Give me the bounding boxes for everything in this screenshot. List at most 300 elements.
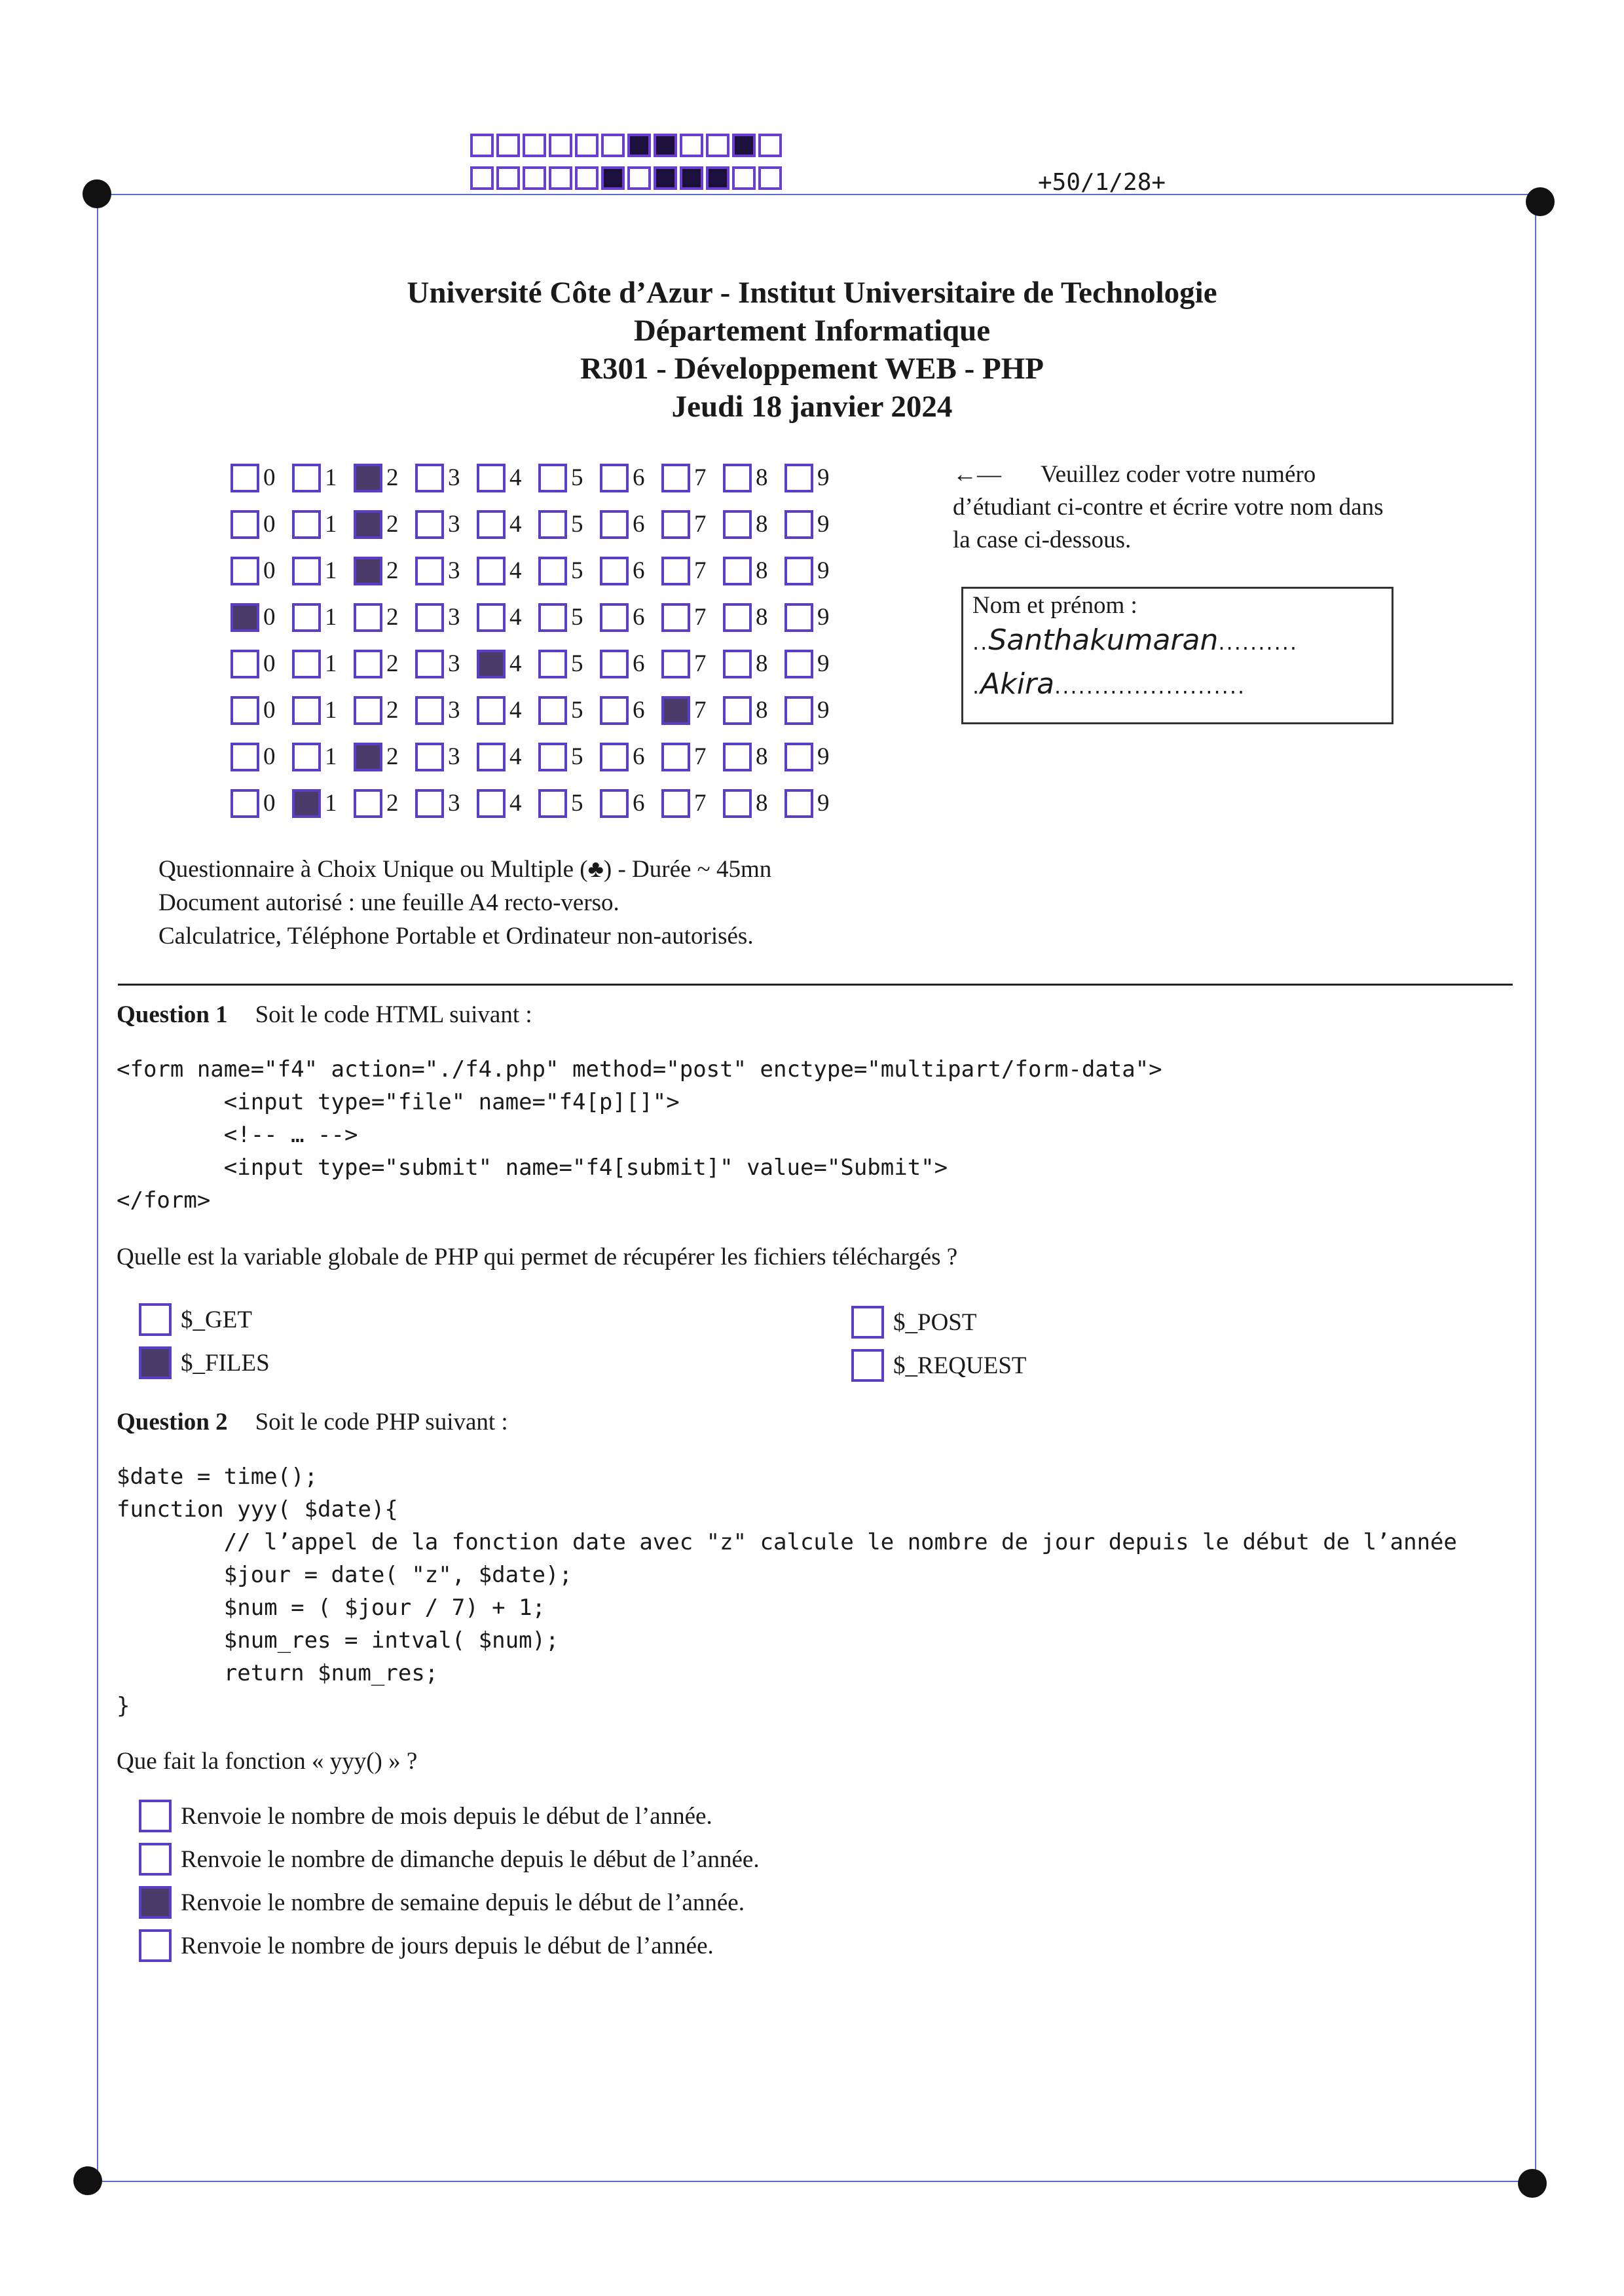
digit-label: 2 — [386, 604, 399, 631]
checkbox[interactable] — [723, 650, 752, 678]
q1-answer-request[interactable] — [851, 1349, 1027, 1382]
checkbox[interactable] — [784, 603, 813, 632]
checkbox[interactable] — [415, 464, 444, 492]
checkbox[interactable] — [723, 464, 752, 492]
student-id-row — [231, 501, 846, 547]
condition-devices: Calculatrice, Téléphone Portable et Ordinateur non-autorisés. — [158, 923, 754, 950]
student-id-option[interactable] — [292, 789, 354, 818]
student-id-option[interactable] — [723, 510, 784, 539]
question-1-label: Question 1 — [117, 1001, 228, 1028]
question-1-text: Quelle est la variable globale de PHP qui permet de récupérer les fichiers téléchargés ? — [117, 1244, 958, 1270]
answer-label: $_FILES — [181, 1349, 270, 1377]
frame-top-line — [97, 194, 1538, 195]
student-id-option[interactable] — [477, 510, 538, 539]
digit-label: 7 — [694, 464, 707, 491]
q2-answer-jours[interactable] — [139, 1929, 714, 1962]
digit-label: 9 — [817, 790, 830, 817]
student-id-row — [231, 547, 846, 594]
student-id-option[interactable] — [354, 464, 415, 492]
checkbox[interactable] — [139, 1886, 172, 1919]
question-1-title — [117, 1001, 532, 1029]
student-id-option[interactable] — [661, 789, 723, 818]
checkbox[interactable] — [784, 696, 813, 725]
frame-right-line — [1535, 194, 1536, 2181]
student-id-option[interactable] — [723, 743, 784, 771]
checkbox[interactable] — [538, 789, 567, 818]
corner-mark-top-left — [83, 179, 111, 208]
student-id-option[interactable] — [354, 510, 415, 539]
student-id-option[interactable] — [538, 743, 600, 771]
condition-duration: Questionnaire à Choix Unique ou Multiple (♣) - Durée ~ 45mn — [158, 856, 772, 883]
digit-label: 0 — [263, 511, 276, 538]
digit-label: 9 — [817, 557, 830, 584]
instructions-text: Veuillez coder votre numéro d’étudiant ci-contre et écrire votre nom dans la case ci-dessous. — [953, 461, 1384, 553]
digit-label: 0 — [263, 604, 276, 631]
digit-label: 3 — [448, 557, 460, 584]
answer-label: $_GET — [181, 1306, 252, 1333]
q2-answer-dimanche[interactable] — [139, 1843, 760, 1876]
checkbox[interactable] — [477, 603, 506, 632]
digit-label: 8 — [756, 697, 768, 724]
digit-label: 1 — [325, 557, 337, 584]
student-id-option[interactable] — [292, 603, 354, 632]
checkbox[interactable] — [231, 650, 259, 678]
binary-code-strip-top — [470, 134, 784, 157]
checkbox[interactable] — [661, 789, 690, 818]
digit-label: 7 — [694, 697, 707, 724]
checkbox[interactable] — [723, 603, 752, 632]
student-id-option[interactable] — [292, 696, 354, 725]
checkbox[interactable] — [851, 1306, 884, 1339]
student-id-option[interactable] — [538, 557, 600, 585]
checkbox[interactable] — [661, 510, 690, 539]
checkbox[interactable] — [231, 464, 259, 492]
checkbox[interactable] — [415, 650, 444, 678]
digit-label: 3 — [448, 464, 460, 491]
checkbox[interactable] — [292, 464, 321, 492]
checkbox[interactable] — [477, 650, 506, 678]
digit-label: 4 — [509, 464, 522, 491]
question-2-text: Que fait la fonction « yyy() » ? — [117, 1748, 418, 1775]
checkbox[interactable] — [354, 603, 382, 632]
page-identifier: +50/1/28+ — [1038, 169, 1166, 196]
digit-label: 5 — [571, 790, 583, 817]
answer-label: Renvoie le nombre de mois depuis le début de l’année. — [181, 1802, 712, 1830]
name-box[interactable] — [961, 587, 1393, 724]
digit-label: 3 — [448, 743, 460, 770]
digit-label: 9 — [817, 464, 830, 491]
student-id-option[interactable] — [538, 510, 600, 539]
checkbox[interactable] — [538, 510, 567, 539]
student-id-option[interactable] — [661, 510, 723, 539]
student-id-option[interactable] — [723, 650, 784, 678]
instructions-arrow: ←— — [953, 461, 1001, 488]
checkbox[interactable] — [784, 743, 813, 771]
code-strip-cell — [706, 166, 729, 190]
checkbox[interactable] — [477, 743, 506, 771]
question-1-code: <form name="f4" action="./f4.php" method="post" enctype="multipart/form-data"> <input type="file" name="f4[p][]"> <!-- … --> <input type="submit" name="f4[submit]" value="Submit"> </form> — [117, 1056, 1162, 1213]
student-id-option[interactable] — [723, 789, 784, 818]
student-id-option[interactable] — [538, 789, 600, 818]
checkbox[interactable] — [538, 743, 567, 771]
checkbox[interactable] — [600, 650, 629, 678]
digit-label: 2 — [386, 790, 399, 817]
checkbox[interactable] — [477, 464, 506, 492]
checkbox[interactable] — [851, 1349, 884, 1382]
code-strip-cell — [654, 166, 677, 190]
checkbox[interactable] — [661, 696, 690, 725]
student-id-option[interactable] — [723, 464, 784, 492]
checkbox[interactable] — [784, 464, 813, 492]
student-id-option[interactable] — [477, 789, 538, 818]
student-id-option[interactable] — [354, 696, 415, 725]
student-id-option[interactable] — [292, 510, 354, 539]
surname-handwritten: Santhakumaran — [988, 623, 1219, 657]
question-2-label: Question 2 — [117, 1409, 228, 1435]
digit-label: 1 — [325, 650, 337, 677]
checkbox[interactable] — [600, 743, 629, 771]
student-id-option[interactable] — [415, 464, 477, 492]
corner-mark-bottom-right — [1518, 2169, 1547, 2198]
student-id-option[interactable] — [600, 464, 661, 492]
checkbox[interactable] — [538, 557, 567, 585]
student-id-row — [231, 640, 846, 687]
code-strip-cell — [601, 166, 625, 190]
student-id-option[interactable] — [477, 743, 538, 771]
checkbox[interactable] — [292, 603, 321, 632]
name-label: Nom et prénom : — [972, 592, 1137, 619]
digit-label: 5 — [571, 743, 583, 770]
checkbox[interactable] — [139, 1929, 172, 1962]
checkbox[interactable] — [292, 789, 321, 818]
digit-label: 6 — [633, 697, 645, 724]
checkbox[interactable] — [538, 650, 567, 678]
student-id-grid — [231, 454, 846, 826]
student-id-option[interactable] — [477, 696, 538, 725]
answer-label: $_REQUEST — [893, 1352, 1027, 1379]
firstname-line: .Akira........................ — [972, 667, 1246, 701]
checkbox[interactable] — [477, 789, 506, 818]
checkbox[interactable] — [292, 696, 321, 725]
digit-label: 3 — [448, 650, 460, 677]
student-id-option[interactable] — [538, 650, 600, 678]
student-id-option[interactable] — [231, 603, 292, 632]
student-id-option[interactable] — [415, 557, 477, 585]
student-id-option[interactable] — [292, 743, 354, 771]
digit-label: 6 — [633, 790, 645, 817]
checkbox[interactable] — [600, 789, 629, 818]
student-id-row — [231, 780, 846, 826]
student-id-option[interactable] — [231, 464, 292, 492]
checkbox[interactable] — [415, 743, 444, 771]
checkbox[interactable] — [784, 557, 813, 585]
checkbox[interactable] — [415, 603, 444, 632]
student-id-option[interactable] — [784, 743, 846, 771]
student-id-option[interactable] — [784, 557, 846, 585]
digit-label: 1 — [325, 697, 337, 724]
checkbox[interactable] — [231, 789, 259, 818]
student-id-option[interactable] — [231, 510, 292, 539]
checkbox[interactable] — [415, 789, 444, 818]
checkbox[interactable] — [661, 464, 690, 492]
student-id-option[interactable] — [354, 557, 415, 585]
checkbox[interactable] — [354, 696, 382, 725]
checkbox[interactable] — [139, 1843, 172, 1876]
student-id-option[interactable] — [292, 650, 354, 678]
digit-label: 6 — [633, 464, 645, 491]
code-strip-cell — [732, 134, 756, 157]
student-id-option[interactable] — [415, 603, 477, 632]
digit-label: 8 — [756, 650, 768, 677]
checkbox[interactable] — [723, 510, 752, 539]
student-id-option[interactable] — [477, 464, 538, 492]
checkbox[interactable] — [477, 696, 506, 725]
student-id-option[interactable] — [538, 603, 600, 632]
digit-label: 2 — [386, 511, 399, 538]
checkbox[interactable] — [723, 696, 752, 725]
digit-label: 6 — [633, 743, 645, 770]
digit-label: 7 — [694, 790, 707, 817]
checkbox[interactable] — [723, 743, 752, 771]
binary-code-strip-bottom — [470, 166, 784, 190]
frame-bottom-line — [88, 2181, 1535, 2182]
digit-label: 2 — [386, 557, 399, 584]
student-id-option[interactable] — [723, 557, 784, 585]
digit-label: 3 — [448, 511, 460, 538]
checkbox[interactable] — [538, 464, 567, 492]
checkbox[interactable] — [477, 510, 506, 539]
digit-label: 6 — [633, 650, 645, 677]
digit-label: 4 — [509, 511, 522, 538]
checkbox[interactable] — [354, 789, 382, 818]
student-id-option[interactable] — [415, 650, 477, 678]
student-id-option[interactable] — [415, 743, 477, 771]
checkbox[interactable] — [784, 789, 813, 818]
digit-label: 3 — [448, 697, 460, 724]
student-id-option[interactable] — [292, 557, 354, 585]
question-2-code: $date = time(); function yyy( $date){ // l’appel de la fonction date avec "z" calcule le nombre de jour depuis le début de l’année $jour = date( "z", $date); $num = ( $jour / 7) + 1; $num_res = intval( $num); return $num_res; } — [117, 1464, 1457, 1719]
checkbox[interactable] — [415, 510, 444, 539]
student-id-option[interactable] — [600, 789, 661, 818]
checkbox[interactable] — [354, 650, 382, 678]
student-id-option[interactable] — [538, 464, 600, 492]
digit-label: 5 — [571, 511, 583, 538]
digit-label: 8 — [756, 464, 768, 491]
student-id-option[interactable] — [538, 696, 600, 725]
digit-label: 7 — [694, 604, 707, 631]
code-strip-cell — [496, 134, 520, 157]
q2-answer-mois[interactable] — [139, 1800, 712, 1832]
exam-conditions — [158, 853, 771, 953]
student-id-option[interactable] — [354, 650, 415, 678]
checkbox[interactable] — [415, 696, 444, 725]
student-id-option[interactable] — [723, 603, 784, 632]
digit-label: 5 — [571, 604, 583, 631]
frame-left-line — [97, 194, 98, 2181]
student-id-option[interactable] — [477, 557, 538, 585]
student-id-option[interactable] — [661, 696, 723, 725]
checkbox[interactable] — [784, 510, 813, 539]
student-id-option[interactable] — [661, 603, 723, 632]
checkbox[interactable] — [661, 743, 690, 771]
code-strip-cell — [523, 134, 546, 157]
student-id-option[interactable] — [231, 789, 292, 818]
surname-line: ..Santhakumaran.......... — [972, 623, 1299, 657]
code-strip-cell — [496, 166, 520, 190]
checkbox[interactable] — [231, 510, 259, 539]
checkbox[interactable] — [292, 650, 321, 678]
digit-label: 4 — [509, 650, 522, 677]
student-id-option[interactable] — [784, 603, 846, 632]
digit-label: 6 — [633, 604, 645, 631]
student-id-option[interactable] — [415, 696, 477, 725]
checkbox[interactable] — [723, 789, 752, 818]
answer-label: $_POST — [893, 1308, 977, 1336]
student-id-option[interactable] — [477, 650, 538, 678]
student-id-option[interactable] — [600, 510, 661, 539]
checkbox[interactable] — [538, 696, 567, 725]
digit-label: 0 — [263, 790, 276, 817]
code-strip-cell — [523, 166, 546, 190]
checkbox[interactable] — [600, 464, 629, 492]
checkbox[interactable] — [600, 557, 629, 585]
digit-label: 1 — [325, 464, 337, 491]
digit-label: 7 — [694, 650, 707, 677]
checkbox[interactable] — [538, 603, 567, 632]
code-strip-cell — [706, 134, 729, 157]
student-id-option[interactable] — [231, 696, 292, 725]
checkbox[interactable] — [139, 1303, 172, 1336]
checkbox[interactable] — [784, 650, 813, 678]
student-id-option[interactable] — [661, 650, 723, 678]
student-id-option[interactable] — [354, 789, 415, 818]
checkbox[interactable] — [600, 510, 629, 539]
student-id-option[interactable] — [231, 650, 292, 678]
checkbox[interactable] — [354, 510, 382, 539]
student-id-option[interactable] — [600, 557, 661, 585]
student-id-option[interactable] — [661, 743, 723, 771]
checkbox[interactable] — [661, 603, 690, 632]
digit-label: 9 — [817, 604, 830, 631]
digit-label: 7 — [694, 743, 707, 770]
answer-label: Renvoie le nombre de jours depuis le début de l’année. — [181, 1932, 714, 1959]
student-id-option[interactable] — [784, 464, 846, 492]
digit-label: 1 — [325, 511, 337, 538]
student-id-option[interactable] — [415, 789, 477, 818]
digit-label: 0 — [263, 743, 276, 770]
q2-answer-semaine[interactable] — [139, 1886, 745, 1919]
student-id-option[interactable] — [231, 743, 292, 771]
checkbox[interactable] — [354, 743, 382, 771]
student-id-option[interactable] — [661, 464, 723, 492]
student-id-option[interactable] — [292, 464, 354, 492]
code-strip-cell — [732, 166, 756, 190]
checkbox[interactable] — [231, 743, 259, 771]
student-id-option[interactable] — [231, 557, 292, 585]
q1-answer-files[interactable] — [139, 1346, 270, 1379]
checkbox[interactable] — [139, 1800, 172, 1832]
digit-label: 9 — [817, 697, 830, 724]
checkbox[interactable] — [292, 510, 321, 539]
code-strip-cell — [549, 134, 572, 157]
code-strip-cell — [470, 134, 494, 157]
digit-label: 0 — [263, 557, 276, 584]
checkbox[interactable] — [661, 557, 690, 585]
digit-label: 8 — [756, 743, 768, 770]
checkbox[interactable] — [661, 650, 690, 678]
student-id-option[interactable] — [784, 510, 846, 539]
checkbox[interactable] — [354, 557, 382, 585]
student-id-option[interactable] — [600, 650, 661, 678]
q1-answer-get[interactable] — [139, 1303, 252, 1336]
code-strip-cell — [470, 166, 494, 190]
digit-label: 0 — [263, 650, 276, 677]
student-id-option[interactable] — [661, 557, 723, 585]
corner-mark-bottom-left — [73, 2166, 102, 2195]
digit-label: 2 — [386, 650, 399, 677]
digit-label: 8 — [756, 511, 768, 538]
checkbox[interactable] — [415, 557, 444, 585]
header-course: R301 - Développement WEB - PHP — [580, 352, 1044, 386]
digit-label: 4 — [509, 743, 522, 770]
question-1-intro: Soit le code HTML suivant : — [255, 1001, 532, 1028]
checkbox[interactable] — [292, 557, 321, 585]
digit-label: 4 — [509, 604, 522, 631]
code-strip-cell — [680, 134, 703, 157]
checkbox[interactable] — [600, 696, 629, 725]
code-strip-cell — [627, 134, 651, 157]
checkbox[interactable] — [231, 603, 259, 632]
q1-answer-post[interactable] — [851, 1306, 976, 1339]
checkbox[interactable] — [292, 743, 321, 771]
checkbox[interactable] — [139, 1346, 172, 1379]
code-strip-cell — [758, 166, 782, 190]
digit-label: 4 — [509, 557, 522, 584]
student-id-option[interactable] — [354, 603, 415, 632]
student-id-option[interactable] — [600, 696, 661, 725]
question-2-title — [117, 1408, 508, 1436]
checkbox[interactable] — [354, 464, 382, 492]
code-strip-cell — [680, 166, 703, 190]
code-strip-cell — [575, 166, 599, 190]
checkbox[interactable] — [231, 696, 259, 725]
student-id-option[interactable] — [415, 510, 477, 539]
student-id-option[interactable] — [600, 603, 661, 632]
code-strip-cell — [575, 134, 599, 157]
answer-label: Renvoie le nombre de semaine depuis le début de l’année. — [181, 1889, 745, 1916]
code-strip-cell — [654, 134, 677, 157]
checkbox[interactable] — [723, 557, 752, 585]
student-id-option[interactable] — [784, 789, 846, 818]
checkbox[interactable] — [231, 557, 259, 585]
student-id-option[interactable] — [354, 743, 415, 771]
digit-label: 6 — [633, 557, 645, 584]
digit-label: 4 — [509, 790, 522, 817]
student-id-option[interactable] — [477, 603, 538, 632]
student-id-option[interactable] — [600, 743, 661, 771]
digit-label: 1 — [325, 743, 337, 770]
student-id-option[interactable] — [723, 696, 784, 725]
checkbox[interactable] — [600, 603, 629, 632]
digit-label: 0 — [263, 697, 276, 724]
digit-label: 2 — [386, 743, 399, 770]
student-id-option[interactable] — [784, 650, 846, 678]
student-id-option[interactable] — [784, 696, 846, 725]
instructions — [953, 458, 1405, 557]
header-department: Département Informatique — [633, 314, 991, 348]
checkbox[interactable] — [477, 557, 506, 585]
section-divider — [118, 984, 1513, 986]
